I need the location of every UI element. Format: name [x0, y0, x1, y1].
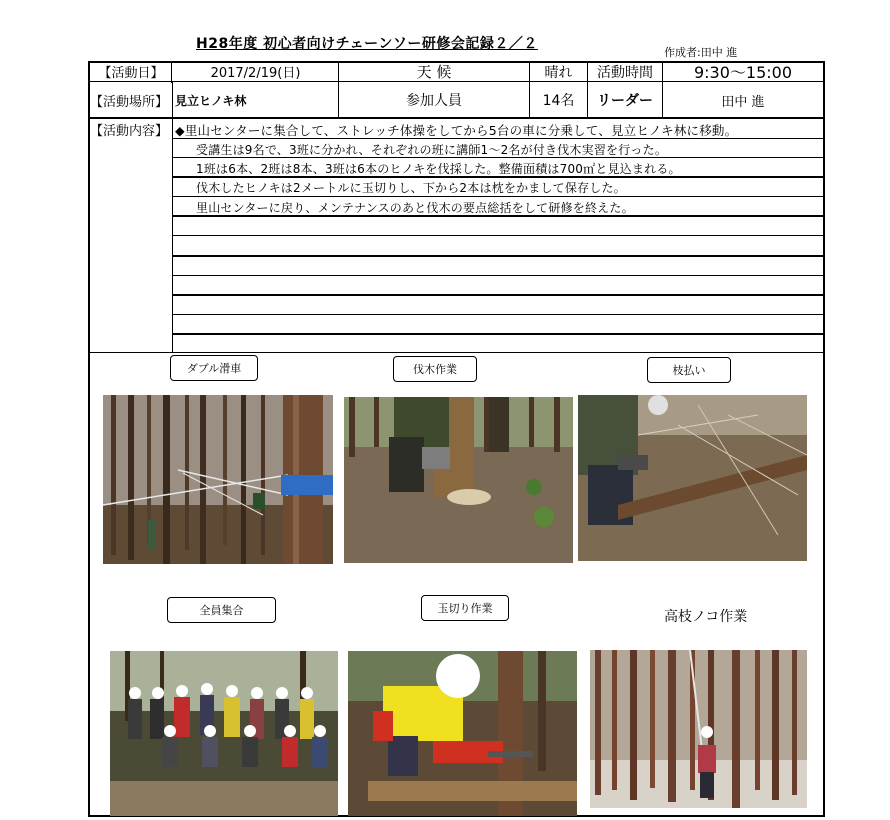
table-rule — [529, 62, 530, 119]
content-label: 【活動内容】 — [90, 123, 169, 138]
photo-caption: 玉切り作業 — [421, 595, 509, 621]
photo-high-pruning — [590, 650, 807, 808]
content-rule — [172, 294, 825, 296]
photo-caption: 全員集合 — [167, 597, 276, 623]
table-rule — [338, 62, 339, 119]
time-label: 活動時間 — [597, 64, 653, 81]
content-rule — [172, 138, 825, 139]
content-rule — [172, 235, 825, 236]
place-label: 【活動場所】 — [90, 94, 169, 110]
photo-felling — [344, 397, 573, 563]
table-rule — [662, 62, 663, 119]
table-rule — [171, 62, 172, 83]
table-rule — [587, 62, 588, 119]
content-rule — [172, 314, 825, 315]
leader-value: 田中 進 — [721, 94, 765, 110]
table-rule — [172, 82, 173, 352]
content-rule — [172, 333, 825, 335]
photo-caption: ダブル滑車 — [170, 355, 258, 381]
photo-bucking — [348, 651, 577, 816]
content-rule — [172, 255, 825, 257]
content-rule — [172, 196, 825, 197]
photo-group — [110, 651, 338, 816]
photo-caption: 伐木作業 — [393, 356, 477, 382]
photo-caption: 高枝ノコ作業 — [664, 609, 748, 625]
weather-value: 晴れ — [544, 64, 573, 81]
content-rule — [172, 157, 825, 158]
document-title: H28年度 初心者向けチェーンソー研修会記録２／２ — [196, 36, 538, 52]
date-value: 2017/2/19(日) — [210, 66, 301, 81]
photo-limbing — [578, 395, 807, 561]
photo-double-pulley — [103, 395, 333, 564]
table-rule — [88, 81, 825, 82]
table-rule — [88, 117, 825, 119]
photo-caption: 枝払い — [647, 357, 731, 383]
content-line: 受講生は9名で、3班に分かれ、それぞれの班に講師1〜2名が付き伐木実習を行った。 — [196, 143, 668, 157]
content-rule — [172, 215, 825, 217]
content-rule — [172, 275, 825, 276]
content-line: 1班は6本、2班は8本、3班は6本のヒノキを伐採した。整備面積は700㎡と見込まれる。 — [196, 162, 681, 176]
time-value: 9:30〜15:00 — [693, 63, 793, 81]
weather-label: 天 候 — [416, 63, 452, 81]
place-value: 見立ヒノキ林 — [175, 93, 247, 108]
author-label: 作成者:田中 進 — [664, 46, 738, 59]
content-line: ◆里山センターに集合して、ストレッチ体操をしてから5台の車に分乗して、見立ヒノキ林に移動。 — [175, 123, 738, 138]
leader-label: リーダー — [597, 93, 653, 109]
date-label: 【活動日】 — [98, 66, 164, 81]
content-rule — [172, 176, 825, 178]
participants-label: 参加人員 — [406, 93, 462, 109]
content-rule — [88, 352, 825, 353]
content-line: 伐木したヒノキは2メートルに玉切りし、下から2本は枕をかまして保存した。 — [196, 181, 626, 195]
participants-value: 14名 — [542, 93, 575, 109]
content-line: 里山センターに戻り、メンテナンスのあと伐木の要点総括をして研修を終えた。 — [196, 201, 634, 215]
